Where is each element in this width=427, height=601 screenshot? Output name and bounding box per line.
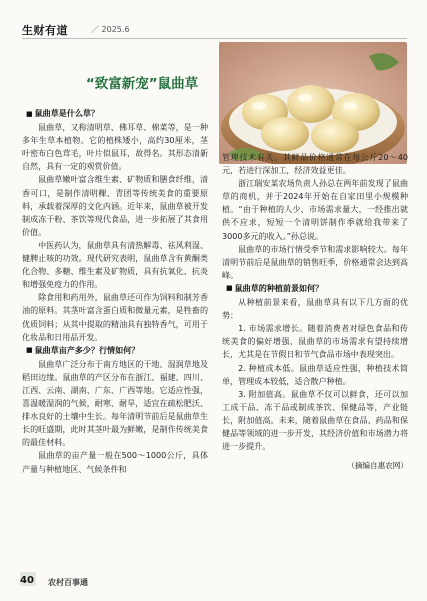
section-heading: ■ 鼠曲草亩产多少？行情如何？ <box>22 344 208 358</box>
issue-date: ／ 2025.6 <box>91 25 130 34</box>
article-column-right <box>222 151 408 472</box>
steamed-buns-photo <box>219 42 407 164</box>
paragraph: 从种植前景来看，鼠曲草具有以下几方面的优势： <box>222 298 408 321</box>
section-heading: ■ 鼠曲草的种植前景如何？ <box>222 282 408 296</box>
paragraph: 管理技术有关。其鲜品价格通常在每公斤20～40元，若进行深加工，经济效益更佳。 <box>222 153 408 176</box>
list-item: 2. 种植成本低。鼠曲草适应性强，种植技术简单，管理成本较低，适合散户种植。 <box>222 363 408 386</box>
section-brand: 生财有道 <box>22 24 68 37</box>
paragraph: 浙江瑞安某农场负责人孙总在两年前发现了鼠曲草的商机，并于2024年开始在自家田里小规模种植。“由于种植的人少，市场需求量大，一经推出就供不应求，短短一个清明饼制作季就给我带来了3000多元的收入。”孙总说。 <box>222 179 408 241</box>
page-number: 40 <box>20 575 34 586</box>
page-header <box>0 0 427 40</box>
list-item: 3. 附加值高。鼠曲草不仅可以鲜食，还可以加工成干品、冻干品或制成茶饮、保健品等，产业链长，附加值高。未来，随着鼠曲草在食品、药品和保健品等领域的进一步开发，其经济价值和市场潜力将进一步提升。 <box>222 389 408 452</box>
article-column-left <box>22 107 208 476</box>
paragraph: 鼠曲草广泛分布于南方地区的干地、湿润草地及稻田边缘。鼠曲草的产区分布在浙江、福建、四川、江西、云南、湖南、广东、广西等地。它适应性强，喜温暖湿润的气候，耐寒、耐旱，适宜在疏松肥沃、排水良好的土壤中生长。每年清明节前后是鼠曲草生长的旺盛期，此时其茎叶最为鲜嫩，是制作传统美食的最佳材料。 <box>22 359 208 448</box>
source-credit: （摘编自惠农网） <box>347 461 408 471</box>
header-rule <box>22 38 407 39</box>
paragraph: 鼠曲草的亩产量一般在500～1000公斤，具体产量与种植地区、气候条件和 <box>22 451 208 474</box>
paragraph: 鼠曲草的市场行情受季节和需求影响较大。每年清明节前后是鼠曲草的销售旺季，价格通常会达到高峰。 <box>222 244 408 280</box>
section-heading: ■ 鼠曲草是什么草？ <box>22 107 208 121</box>
paragraph: 鼠曲草，又称清明草、佛耳草、棉菜等，是一种多年生草本植物。它的植株矮小，高约30厘米，茎叶密布白色茸毛，叶片似鼠耳，故得名。其形态清新自然，具有一定的观赏价值。 <box>22 123 208 172</box>
paragraph: 中医药认为，鼠曲草具有清热解毒、祛风利湿、健脾止咳的功效。现代研究表明，鼠曲草含有黄酮类化合物、多糖、维生素及矿物质，具有抗氧化、抗炎和增强免疫力的作用。 <box>22 240 208 290</box>
magazine-name: 农村百事通 <box>48 578 88 587</box>
paragraph: 除食用和药用外，鼠曲草还可作为饲料和制芳香油的原料。其茎叶富含蛋白质和微量元素，是牲畜的优质饲料；从其中提取的精油具有独特香气，可用于化妆品和日用品开发。 <box>22 293 208 342</box>
paragraph: 鼠曲草嫩叶富含维生素、矿物质和膳食纤维，清香可口，是制作清明粿、青团等传统美食的重要原料，承载着深厚的文化内涵。近年来，鼠曲草被开发制成冻干粉、茶饮等现代食品，进一步拓展了其食用价值。 <box>22 175 208 237</box>
list-item: 1. 市场需求增长。随着消费者对绿色食品和传统美食的偏好增强，鼠曲草的市场需求有望持续增长，尤其是在节假日和节气食品市场中表现突出。 <box>222 324 408 360</box>
page-footer <box>0 572 427 601</box>
article-title: “致富新宠”鼠曲草 <box>85 76 199 92</box>
